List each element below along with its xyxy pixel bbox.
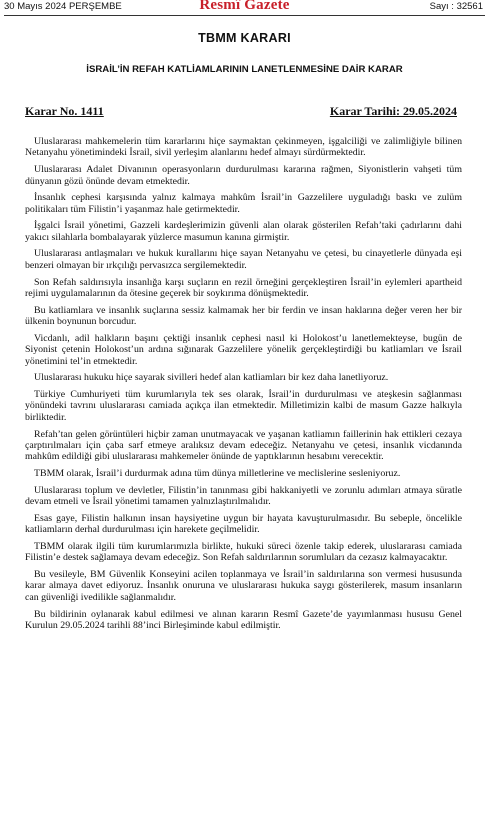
paragraph: TBMM olarak, İsrail’i durdurmak adına tüm dünya milletlerine ve meclislerine sesleniyoruz. (34, 468, 401, 480)
decision-body (25, 136, 462, 637)
paragraph: Bu bildirinin oylanarak kabul edilmesi ve alınan kararın Resmî Gazete’de yayımlanması hususu Genel Kurulun 29.05.2024 tarihli 88’inci Birleşiminde kabul edilmiştir. (25, 608, 462, 631)
paragraph: Uluslararası hukuku hiçe sayarak sivilleri hedef alan katliamları bir kez daha lanetliyoruz. (34, 372, 389, 384)
paragraph: Vicdanlı, adil halkların başını çektiği insanlık cephesi nasıl ki Holokost’u lanetlemekteyse, bugün de Siyonist çetenin Holokost’un ardına sığınarak Gazzelilere yönelik gerçekleştirdiği bu katliamları ve İsrail yönetimini tel’in etmektedir. (25, 332, 462, 367)
header-divider (4, 15, 485, 16)
issue-number: Sayı : 32561 (429, 1, 483, 12)
paragraph: İşgalci İsrail yönetimi, Gazzeli kardeşlerimizin güvenli alan olarak gösterilen Refah’taki çadırlarını dahi yakıcı silahlarla bombalayarak yüzlerce masumun kanına girmiştir. (25, 220, 462, 243)
paragraph: TBMM olarak ilgili tüm kurumlarımızla birlikte, hukuki süreci özenle takip ederek, uluslararası camiada Filistin’e destek sağlamaya devam edeceğiz. Son Refah saldırılarının sorumluları da cezasız kalmayacaktır. (25, 540, 462, 564)
paragraph: Türkiye Cumhuriyeti tüm kurumlarıyla tek ses olarak, İsrail’in durdurulması ve ateşkesin sağlanması yönündeki tavrını uluslararası camiada açıkça ilan etmektedir. Milletimizin kalbi de masum Gazze halkıyla birliktedir. (25, 388, 462, 423)
gazette-name: Resmî Gazete (199, 0, 290, 13)
paragraph: Uluslararası antlaşmaları ve hukuk kurallarını hiçe sayan Netanyahu ve çetesi, bu cinayetlerle dünyada eşi benzeri olmayan bir ırkçılığı pervasızca sergilemektedir. (25, 248, 462, 271)
paragraph: Uluslararası Adalet Divanının operasyonların durdurulması kararına rağmen, Siyonistlerin vahşeti tüm dünyanın gözü önünde devam etmektedir. (25, 164, 462, 187)
paragraph: Son Refah saldırısıyla insanlığa karşı suçların en rezil örneğini gerçekleştiren İsrail’in eylemleri apartheid rejimi uygulamalarının da ötesine geçerek bir soykırıma dönüşmektedir. (25, 276, 462, 299)
decision-number: Karar No. 1411 (25, 104, 104, 118)
gazette-header (0, 0, 489, 14)
paragraph: Uluslararası toplum ve devletler, Filistin’in tanınması gibi hakkaniyetli ve zorunlu adımları atmaya süratle devam etmeli ve İsrail yönetimi tamamen yalnızlaştırılmalıdır. (25, 484, 462, 508)
decision-title: İSRAİL’İN REFAH KATLİAMLARININ LANETLENMESİNE DAİR KARAR (86, 64, 403, 75)
issue-date: 30 Mayıs 2024 PERŞEMBE (4, 1, 122, 12)
document-heading: TBMM KARARI (198, 31, 291, 45)
paragraph: İnsanlık cephesi karşısında yalnız kalmaya mahkûm İsrail’in Gazzelilere uyguladığı baskı ve zulüm politikaları tüm Filistin’i yaşanmaz hale getirmektedir. (25, 192, 462, 215)
paragraph: Bu katliamlara ve insanlık suçlarına sessiz kalmamak her bir ferdin ve insan haklarına değer veren her bir ülkenin boynunun borcudur. (25, 304, 462, 328)
paragraph: Refah’tan gelen görüntüleri hiçbir zaman unutmayacak ve yaşanan katliamın faillerinin hak ettikleri cezaya çarptırılmaları için çaba sarf etmeye aralıksız devam edeceğiz. Netanyahu ve çetesi, insanlık vicdanında mahkûm edildiği gibi uluslararası mahkemeler önünde de yaptıklarının hesabını verecektir. (25, 428, 462, 463)
paragraph: Uluslararası mahkemelerin tüm kararlarını hiçe saymaktan çekinmeyen, işgalciliği ve zalimliğiyle bilinen Netanyahu yönetimindeki İsrail, sivil yerleşim alanlarını hedef almayı sürdürmektedir. (25, 136, 462, 159)
paragraph: Bu vesileyle, BM Güvenlik Konseyini acilen toplanmaya ve İsrail’in saldırılarına son vermesi hususunda karar almaya davet ediyoruz. İnsanlık onuruna ve uluslararası hukuka saygı gösterilerek, masum insanların can güvenliği ivedilikle sağlanmalıdır. (25, 569, 462, 603)
decision-date: Karar Tarihi: 29.05.2024 (329, 104, 457, 118)
paragraph: Esas gaye, Filistin halkının insan haysiyetine uygun bir hayata kavuşturulmasıdır. Bu sebeple, öncelikle katliamların derhal durdurulması için harekete geçilmelidir. (25, 512, 462, 536)
